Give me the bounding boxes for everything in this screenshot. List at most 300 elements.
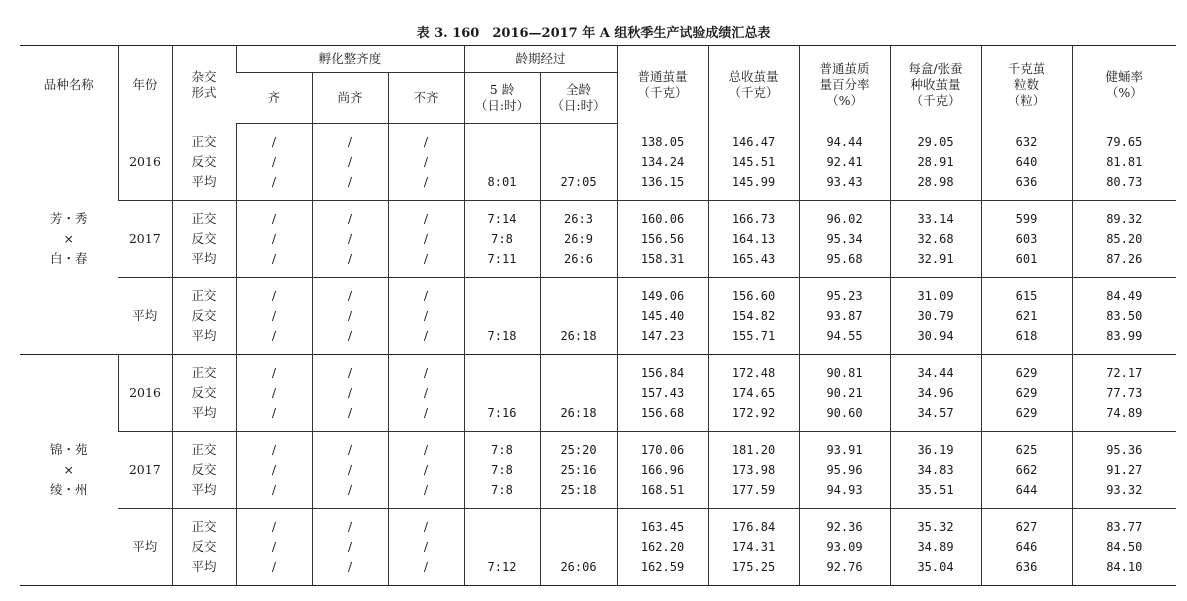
cell-value: 33.14 [917,212,954,226]
cell-value: 26:18 [560,406,597,420]
cell-value: 81.81 [1106,154,1143,169]
cell-iall [540,201,617,278]
cell-normal [617,124,708,201]
cell-value: 166.73 [731,212,776,226]
cell-value: / [347,134,353,149]
cell-value [541,152,617,172]
cell-value: 149.06 [640,289,685,303]
header-line: （日:时） [551,98,606,113]
cell-value: / [423,288,429,303]
cell-value: 92.41 [826,154,863,169]
cell-value: 146.47 [731,134,776,149]
cell-iall [540,278,617,355]
header-line: （千克） [637,84,688,100]
cell-kg [981,509,1072,586]
cell-value: / [271,174,277,189]
cell-kg [981,278,1072,355]
header-line: 普通茧量 [637,68,688,84]
table-body [20,124,1176,586]
cell-value: 162.59 [640,560,685,574]
cell-value: 7:11 [487,252,517,266]
cell-value: 156.84 [640,366,685,380]
cell-value: / [271,328,277,343]
cell-value: 156.60 [731,289,776,303]
cell-value: 632 [1015,134,1038,149]
cell-value [465,517,540,537]
cell-value: 85.20 [1106,232,1143,246]
cell-value: 176.84 [731,520,776,534]
cell-value: 160.06 [640,212,685,226]
header-line: （日:时） [474,98,530,113]
cell-value: 26:6 [564,252,593,266]
cell-value: 正交 [191,365,217,380]
cell-value: 26:18 [560,329,597,343]
cell-value [465,152,540,172]
cell-value: 80.73 [1106,174,1143,189]
header-instar-5 [464,73,540,124]
cell-value: 156.68 [640,406,685,420]
cell-value: 177.59 [731,483,776,497]
cell-value: 91.27 [1106,463,1143,477]
cell-iall [540,124,617,201]
header-line: 全龄 [566,82,592,97]
cell-value: / [423,328,429,343]
year-cell: 2016 [118,355,172,432]
variety-name-line: × [63,462,74,477]
cell-iall [540,509,617,586]
cell-value: 30.94 [917,329,954,343]
cell-value: 89.32 [1106,212,1143,226]
cell-value: / [347,308,353,323]
cell-h1 [236,509,312,586]
header-line: （%） [826,92,863,108]
header-total-yield [708,46,799,124]
cell-value: 7:16 [487,406,517,420]
cell-value: 36.19 [917,443,954,457]
cell-value: / [423,519,429,534]
cell-value: 95.23 [826,289,863,303]
cell-box [890,432,981,509]
table-row-group [20,432,1176,509]
cell-normal [617,201,708,278]
variety-name-line: 绫・州 [49,482,88,497]
header-cross [172,46,236,124]
cell-value: 163.45 [640,520,685,534]
cell-value: 636 [1015,174,1038,189]
cell-value: 181.20 [731,443,776,457]
cell-value [541,306,617,326]
cell-value: 28.91 [917,154,954,169]
cell-value: / [423,482,429,497]
cell-value: 175.25 [731,560,776,574]
cell-normal [617,278,708,355]
cell-value: / [271,211,277,226]
cell-value: 28.98 [917,174,954,189]
cell-value [541,132,617,152]
cell-value: 平均 [191,328,217,343]
cell-value: 8:01 [487,175,517,189]
cell-value: 29.05 [917,134,954,149]
cell-h3 [388,124,464,201]
cell-value: 84.49 [1106,289,1143,303]
cell-value: 627 [1015,520,1038,534]
cell-h2 [312,278,388,355]
cell-value: 95.68 [826,252,863,266]
cell-value: 77.73 [1106,386,1143,400]
results-table [20,45,1176,586]
cell-value: 158.31 [640,252,685,266]
cell-h3 [388,201,464,278]
cell-value: 84.10 [1106,560,1143,574]
cell-h1 [236,278,312,355]
cell-value: / [347,482,353,497]
cell-value: 83.50 [1106,309,1143,323]
cell-value: 93.09 [826,540,863,554]
cell-value: 601 [1015,252,1038,266]
variety-name-cell [20,124,118,355]
cell-pct [799,124,890,201]
table-row-group [20,509,1176,586]
cell-value: / [347,462,353,477]
cell-value: 168.51 [640,483,685,497]
cell-value: 603 [1015,232,1038,246]
cell-kg [981,432,1072,509]
cell-value: 629 [1015,386,1038,400]
cell-value: 34.89 [917,540,954,554]
cell-value: 反交 [191,539,217,554]
cell-value: / [423,405,429,420]
cell-value: / [271,539,277,554]
variety-name-cell [20,355,118,586]
year-cell: 2016 [118,124,172,201]
cell-h2 [312,124,388,201]
cell-pupa [1072,509,1176,586]
cell-value: / [347,365,353,380]
cell-normal [617,355,708,432]
cell-value: 170.06 [640,443,685,457]
cell-box [890,509,981,586]
cell-value: 154.82 [731,309,776,323]
cell-value: 155.71 [731,329,776,343]
cell-cross [172,278,236,355]
cell-value: / [271,288,277,303]
cell-h1 [236,201,312,278]
cell-value: 正交 [191,211,217,226]
cell-value: 90.60 [826,406,863,420]
cell-cross [172,124,236,201]
cell-value: 平均 [191,559,217,574]
cell-value: 165.43 [731,252,776,266]
cell-kg [981,355,1072,432]
cell-value: / [423,154,429,169]
cell-value: 26:06 [560,560,597,574]
cell-total [708,124,799,201]
cell-value: / [423,231,429,246]
cell-value [541,537,617,557]
cell-value [541,363,617,383]
cell-value: 83.99 [1106,329,1143,343]
cell-pct [799,278,890,355]
year-cell: 2017 [118,432,172,509]
variety-name-line: × [63,230,74,246]
cell-total [708,355,799,432]
cell-value: / [271,365,277,380]
cell-value: 95.96 [826,463,863,477]
cell-pupa [1072,201,1176,278]
cell-normal [617,432,708,509]
variety-name-line: 白・春 [49,250,88,266]
cell-value: 正交 [191,442,217,457]
header-line: 种收茧量 [910,76,961,92]
cell-value: 34.44 [917,366,954,380]
cell-value: / [423,211,429,226]
cell-value: 84.50 [1106,540,1143,554]
cell-value: 74.89 [1106,406,1143,420]
cell-value: / [347,174,353,189]
cell-value: / [423,365,429,380]
cell-value: / [271,134,277,149]
cell-i5 [464,432,540,509]
cell-value: 162.20 [640,540,685,554]
cell-value: / [347,231,353,246]
cell-value: 7:8 [491,443,513,457]
cell-value: 644 [1015,483,1038,497]
cell-value: / [423,442,429,457]
cell-value: 94.55 [826,329,863,343]
cell-value: 34.83 [917,463,954,477]
cell-value: 599 [1015,212,1038,226]
cell-value: / [271,482,277,497]
cell-i5 [464,201,540,278]
table-row-group [20,124,1176,201]
cell-value: / [423,251,429,266]
cell-value: 87.26 [1106,252,1143,266]
cell-value: / [347,288,353,303]
header-line: （千克） [728,84,779,100]
header-line: 每盒/张蚕 [908,60,963,76]
table-row-group [20,278,1176,355]
header-line: 健蛹率 [1105,68,1144,84]
cell-h3 [388,355,464,432]
cell-total [708,509,799,586]
cell-value: 92.36 [826,520,863,534]
cell-pupa [1072,124,1176,201]
cell-value [465,132,540,152]
cell-value: 92.76 [826,560,863,574]
table-row-group [20,201,1176,278]
cell-value: 640 [1015,154,1038,169]
header-hatch: 孵化整齐度 [236,46,464,73]
cell-value [465,286,540,306]
cell-value: 134.24 [640,154,685,169]
header-line: （%） [1105,84,1143,100]
cell-value: 34.57 [917,406,954,420]
cell-value: / [271,462,277,477]
cell-value: / [347,251,353,266]
cell-value: 164.13 [731,232,776,246]
cell-value: 636 [1015,560,1038,574]
cell-total [708,201,799,278]
table-row-group [20,355,1176,432]
cell-value: 629 [1015,406,1038,420]
header-per-box [890,46,981,124]
header-line: （粒） [1007,92,1046,108]
cell-value [541,286,617,306]
cell-value [465,363,540,383]
cell-value: 90.81 [826,366,863,380]
cell-value: 反交 [191,385,217,400]
cell-value: 7:14 [487,212,517,226]
cell-value: / [423,462,429,477]
header-line: 量百分率 [819,76,870,92]
cell-cross [172,355,236,432]
header-normal-yield [617,46,708,124]
year-cell: 平均 [118,509,172,586]
cell-value: 629 [1015,366,1038,380]
cell-h1 [236,124,312,201]
header-instar: 龄期经过 [464,46,617,73]
cell-i5 [464,278,540,355]
cell-value: / [347,559,353,574]
header-year: 年份 [118,46,172,124]
cell-value: 172.92 [731,406,776,420]
cell-value: 145.51 [731,154,776,169]
cell-h3 [388,509,464,586]
cell-value: / [423,134,429,149]
cell-i5 [464,124,540,201]
cell-value: / [347,405,353,420]
cell-value: 72.17 [1106,366,1143,380]
cell-value: 136.15 [640,174,685,189]
cell-value: 反交 [191,462,217,477]
cell-value [541,383,617,403]
cell-value: 26:3 [564,212,593,226]
cell-value: 646 [1015,540,1038,554]
cell-value: 平均 [191,173,217,189]
cell-value: 94.93 [826,483,863,497]
cell-total [708,278,799,355]
cell-box [890,278,981,355]
cell-value: 93.43 [826,174,863,189]
cell-value: 93.87 [826,309,863,323]
cell-value: / [423,308,429,323]
cell-pct [799,201,890,278]
cell-value: 83.77 [1106,520,1143,534]
cell-value: 94.44 [826,134,863,149]
cell-box [890,355,981,432]
header-hatch-uneven: 不齐 [388,73,464,124]
cell-h1 [236,355,312,432]
cell-normal [617,509,708,586]
header-normal-pct [799,46,890,124]
cell-h2 [312,509,388,586]
header-line: 总收茧量 [728,68,779,84]
cell-value: 172.48 [731,366,776,380]
cell-cross [172,201,236,278]
cell-cross [172,432,236,509]
cell-pupa [1072,278,1176,355]
cell-value: 174.65 [731,386,776,400]
cell-value: / [271,405,277,420]
cell-value: 90.21 [826,386,863,400]
cell-value: 7:8 [491,232,513,246]
cell-value [465,306,540,326]
header-cross-line: 杂交 [191,68,217,84]
cell-value: 174.31 [731,540,776,554]
cell-value: 156.56 [640,232,685,246]
header-cross-line: 形式 [191,84,217,100]
cell-iall [540,355,617,432]
cell-value: 166.96 [640,463,685,477]
cell-value: 95.36 [1106,443,1143,457]
cell-value: 7:8 [491,463,513,477]
cell-cross [172,509,236,586]
cell-value: 145.99 [731,174,776,189]
cell-value: / [271,251,277,266]
cell-value: 正交 [191,288,217,303]
cell-value: / [347,519,353,534]
cell-i5 [464,509,540,586]
header-instar-all [540,73,617,124]
cell-value: / [347,385,353,400]
cell-value: 35.51 [917,483,954,497]
year-cell: 2017 [118,201,172,278]
cell-value [541,517,617,537]
cell-value: 平均 [191,251,217,266]
cell-value: 32.91 [917,252,954,266]
cell-value: 25:16 [560,463,597,477]
cell-value: 30.79 [917,309,954,323]
cell-h2 [312,355,388,432]
cell-value: 反交 [191,153,217,169]
cell-h3 [388,278,464,355]
cell-value: / [347,539,353,554]
cell-h2 [312,432,388,509]
cell-value [465,537,540,557]
cell-value: / [423,385,429,400]
cell-value: / [347,154,353,169]
cell-value: 35.32 [917,520,954,534]
cell-kg [981,124,1072,201]
cell-value: 平均 [191,482,217,497]
cell-value [465,383,540,403]
cell-value: 145.40 [640,309,685,323]
variety-name-line: 芳・秀 [49,210,88,226]
cell-value: 34.96 [917,386,954,400]
header-line: 普通茧质 [819,60,870,76]
cell-value: / [423,559,429,574]
cell-value: 662 [1015,463,1038,477]
cell-pct [799,355,890,432]
header-pupa-rate [1072,46,1176,124]
cell-value: 618 [1015,329,1038,343]
table-caption: 表 3. 160 2016—2017 年 A 组秋季生产试验成绩汇总表 [416,26,771,41]
cell-value: / [423,174,429,189]
header-hatch-even: 齐 [236,73,312,124]
cell-value: 32.68 [917,232,954,246]
table-header [20,46,1176,124]
cell-box [890,124,981,201]
cell-value: 反交 [191,308,217,323]
cell-value: 反交 [191,231,217,246]
year-cell: 平均 [118,278,172,355]
cell-box [890,201,981,278]
cell-value: 25:18 [560,483,597,497]
cell-value: 平均 [191,405,217,420]
cell-value: 173.98 [731,463,776,477]
cell-value: 25:20 [560,443,597,457]
cell-value: / [347,211,353,226]
